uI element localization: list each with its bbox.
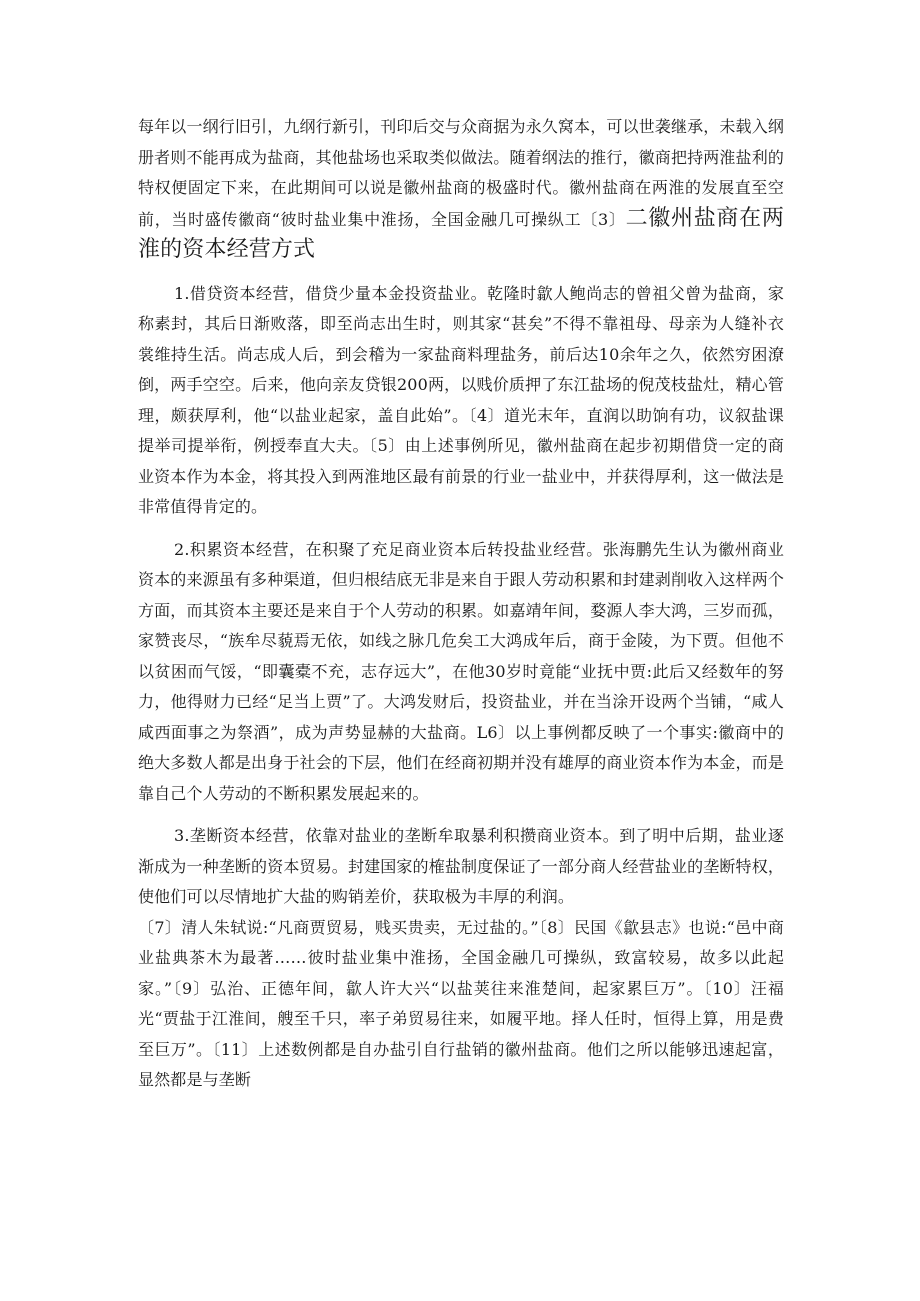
spacer	[138, 267, 784, 279]
spacer	[138, 809, 784, 821]
paragraph-3: 3.垄断资本经营，依靠对盐业的垄断牟取暴利积攒商业资本。到了明中后期，盐业逐渐成为一种垄断的资本贸易。封建国家的榷盐制度保证了一部分商人经营盐业的垄断特权，使他们可以尽情地扩大盐的购销差价，获取极为丰厚的利润。	[138, 826, 785, 906]
spacer	[138, 523, 784, 535]
document-page	[138, 112, 784, 1096]
intro-text: 每年以一纲行旧引，九纲行新引，刊印后交与众商据为永久窝本，可以世袭继承，未载入纲册者则不能再成为盐商，其他盐场也采取类似做法。随着纲法的推行，徽商把持两淮盐利的特权便固定下来，在此期间可以说是徽州盐商的极盛时代。徽州盐商在两淮的发展直至空前，当时盛传徽商“彼时盐业集中淮扬，全国金融几可操纵工〔3〕	[138, 117, 785, 229]
paragraph-4: 〔7〕清人朱轼说:“凡商贾贸易，贱买贵卖，无过盐的。”〔8〕民国《歙县志》也说:“邑中商业盐典茶木为最著……彼时盐业集中淮扬，全国金融几可操纵，致富较易，故多以此起家。”〔9〕弘治、正德年间，歙人许大兴“以盐荚往来淮楚间，起家累巨万”。〔10〕汪福光“贾盐于江淮间，艘至千只，率子弟贸易往来，如履平地。择人任时，恒得上算，用是费至巨万”。〔11〕上述数例都是自办盐引自行盐销的徽州盐商。他们之所以能够迅速起富，显然都是与垄断	[138, 917, 784, 1089]
intro-paragraph	[138, 112, 784, 267]
section-heading: 二徽州盐商在两淮的资本经营方式	[138, 205, 784, 262]
paragraph-1: 1.借贷资本经营，借贷少量本金投资盐业。乾隆时歙人鲍尚志的曾祖父曾为盐商，家称素封，其后日渐败落，即至尚志出生时，则其家“甚矣”不得不靠祖母、母亲为人缝补衣裳维持生活。尚志成人后，到会稽为一家盐商料理盐务，前后达10余年之久，依然穷困潦倒，两手空空。后来，他向亲友贷银200两，以贱价质押了东江盐场的倪茂枝盐灶，精心管理，颇获厚利，他“以盐业起家，盖自此始”。〔4〕道光末年，直润以助饷有功，议叙盐课提举司提举衔，例授奉直大夫。〔5〕由上述事例所见，徽州盐商在起步初期借贷一定的商业资本作为本金，将其投入到两淮地区最有前景的行业一盐业中，并获得厚利，这一做法是非常值得肯定的。	[138, 283, 785, 516]
paragraph-2: 2.积累资本经营，在积聚了充足商业资本后转投盐业经营。张海鹏先生认为徽州商业资本的来源虽有多种渠道，但归根结底无非是来自于跟人劳动积累和封建剥削收入这样两个方面，而其资本主要还是来自于个人劳动的积累。如嘉靖年间，婺源人李大鸿，三岁而孤，家赞丧尽，“族牟尽藐焉无依，如线之脉几危矣工大鸿成年后，商于金陵，为下贾。但他不以贫困而气馁，“即囊橐不充，志存远大”，在他30岁时竟能“业抚中贾:此后又经数年的努力，他得财力已经“足当上贾”了。大鸿发财后，投资盐业，并在当涂开设两个当铺，“咸人咸西面事之为祭酒”，成为声势显赫的大盐商。L6〕以上事例都反映了一个事实:徽商中的绝大多数人都是出身于社会的下层，他们在经商初期并没有雄厚的商业资本作为本金，而是靠自己个人劳动的不断积累发展起来的。	[138, 539, 785, 803]
